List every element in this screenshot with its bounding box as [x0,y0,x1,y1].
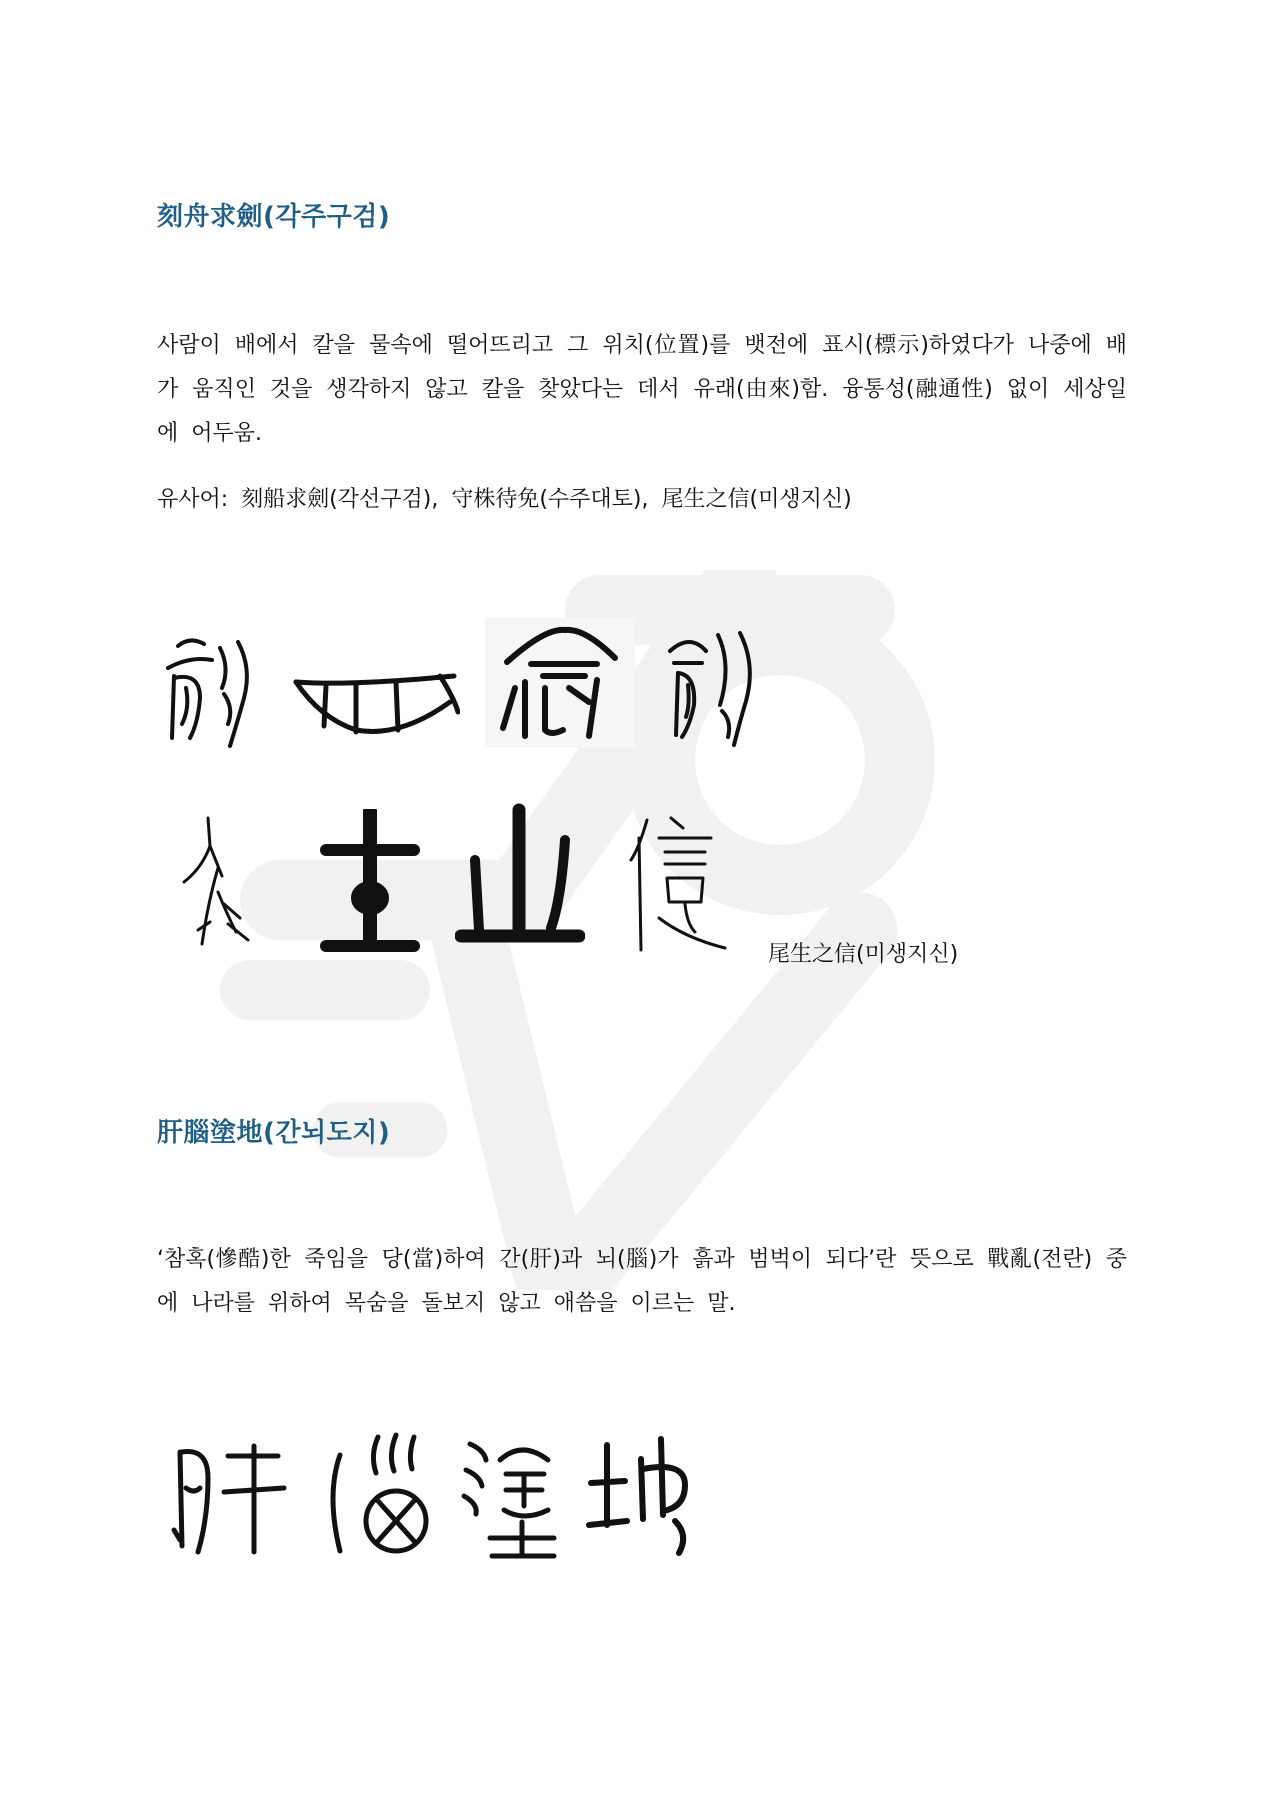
section1-body: 사람이 배에서 칼을 물속에 떨어뜨리고 그 위치(位置)를 뱃전에 표시(標示)하였다가 나중에 배가 움직인 것을 생각하지 않고 칼을 찾았다는 데서 유래(由來)함. 융통성(融通性) 없이 세상일에 어두움. [157,333,1127,446]
seal-image-caption: 尾生之信(미생지신) [768,942,959,967]
seal-glyph-ji [455,800,585,950]
seal-glyph-saeng [320,800,420,955]
seal-glyph-gan [168,1428,288,1558]
seal-glyph-sin [625,808,730,953]
seal-glyph-ju [290,668,460,743]
seal-glyph-mi [178,812,258,952]
seal-glyph-gak [160,628,260,753]
seal-glyph-gu [485,618,635,748]
section2-body: ‘참혹(慘酷)한 죽임을 당(當)하여 간(肝)과 뇌(腦)가 흙과 범벅이 되다’란 뜻으로 戰亂(전란) 중에 나라를 위하여 목숨을 돌보지 않고 애씀을 이르는 말. [157,1247,1127,1316]
section1-synonyms: 유사어: 刻船求劍(각선구검), 守株待免(수주대토), 尾生之信(미생지신) [157,487,852,512]
seal-glyph-noe [320,1425,440,1560]
seal-glyph-do [460,1430,560,1565]
seal-glyph-ji2 [585,1425,700,1560]
section2-title: 肝腦塗地(간뇌도지) [157,1118,391,1148]
section1-title: 刻舟求劍(각주구검) [157,202,391,232]
seal-glyph-geom [660,625,760,750]
